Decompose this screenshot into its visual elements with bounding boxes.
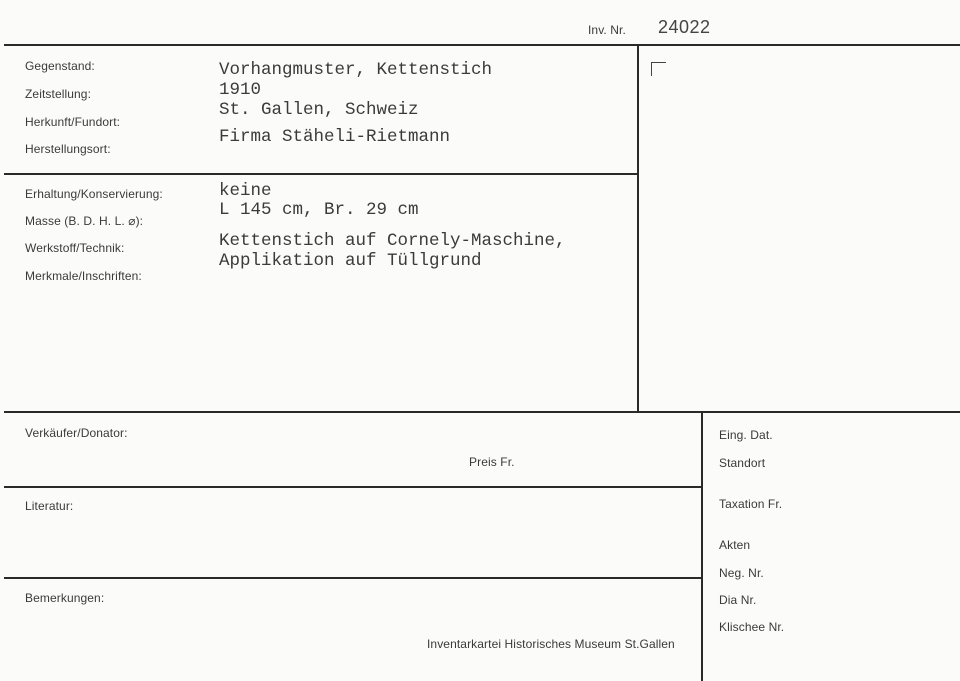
preis-label: Preis Fr. [469,455,515,469]
herstellungsort-value: Firma Stäheli-Rietmann [219,127,451,147]
masse-label: Masse (B. D. H. L. ⌀): [25,214,144,228]
merkmale-label: Merkmale/Inschriften: [25,269,142,283]
object-section-divider [4,173,639,175]
zeitstellung-value: 1910 [219,80,262,100]
eing-dat-label: Eing. Dat. [719,428,773,442]
literatur-divider [4,486,703,488]
taxation-label: Taxation Fr. [719,497,783,511]
verkaeufer-label: Verkäufer/Donator: [25,426,128,440]
gegenstand-label: Gegenstand: [25,59,95,73]
bemerkungen-label: Bemerkungen: [25,591,105,605]
neg-nr-label: Neg. Nr. [719,566,764,580]
photo-corner-mark [651,62,666,76]
werkstoff-value-line1: Kettenstich auf Cornely-Maschine, [219,231,566,251]
gegenstand-value: Vorhangmuster, Kettenstich [219,60,493,80]
werkstoff-label: Werkstoff/Technik: [25,241,125,255]
masse-value: L 145 cm, Br. 29 cm [219,200,419,220]
werkstoff-value-line2: Applikation auf Tüllgrund [219,251,482,271]
inv-number-label: Inv. Nr. [588,23,626,37]
middle-rule [4,411,960,413]
literatur-label: Literatur: [25,499,74,513]
bemerkungen-divider [4,577,703,579]
herkunft-value: St. Gallen, Schweiz [219,100,419,120]
photo-box-left-border [637,44,639,413]
akten-label: Akten [719,538,751,552]
standort-label: Standort [719,456,766,470]
inv-number-value: 24022 [658,17,711,37]
herstellungsort-label: Herstellungsort: [25,142,111,156]
right-column-border [701,411,703,681]
footer-imprint: Inventarkartei Historisches Museum St.Gallen [427,637,675,651]
klischee-nr-label: Klischee Nr. [719,620,785,634]
erhaltung-value: keine [219,181,272,201]
erhaltung-label: Erhaltung/Konservierung: [25,187,163,201]
zeitstellung-label: Zeitstellung: [25,87,91,101]
dia-nr-label: Dia Nr. [719,593,757,607]
top-rule [4,44,960,46]
herkunft-label: Herkunft/Fundort: [25,115,121,129]
